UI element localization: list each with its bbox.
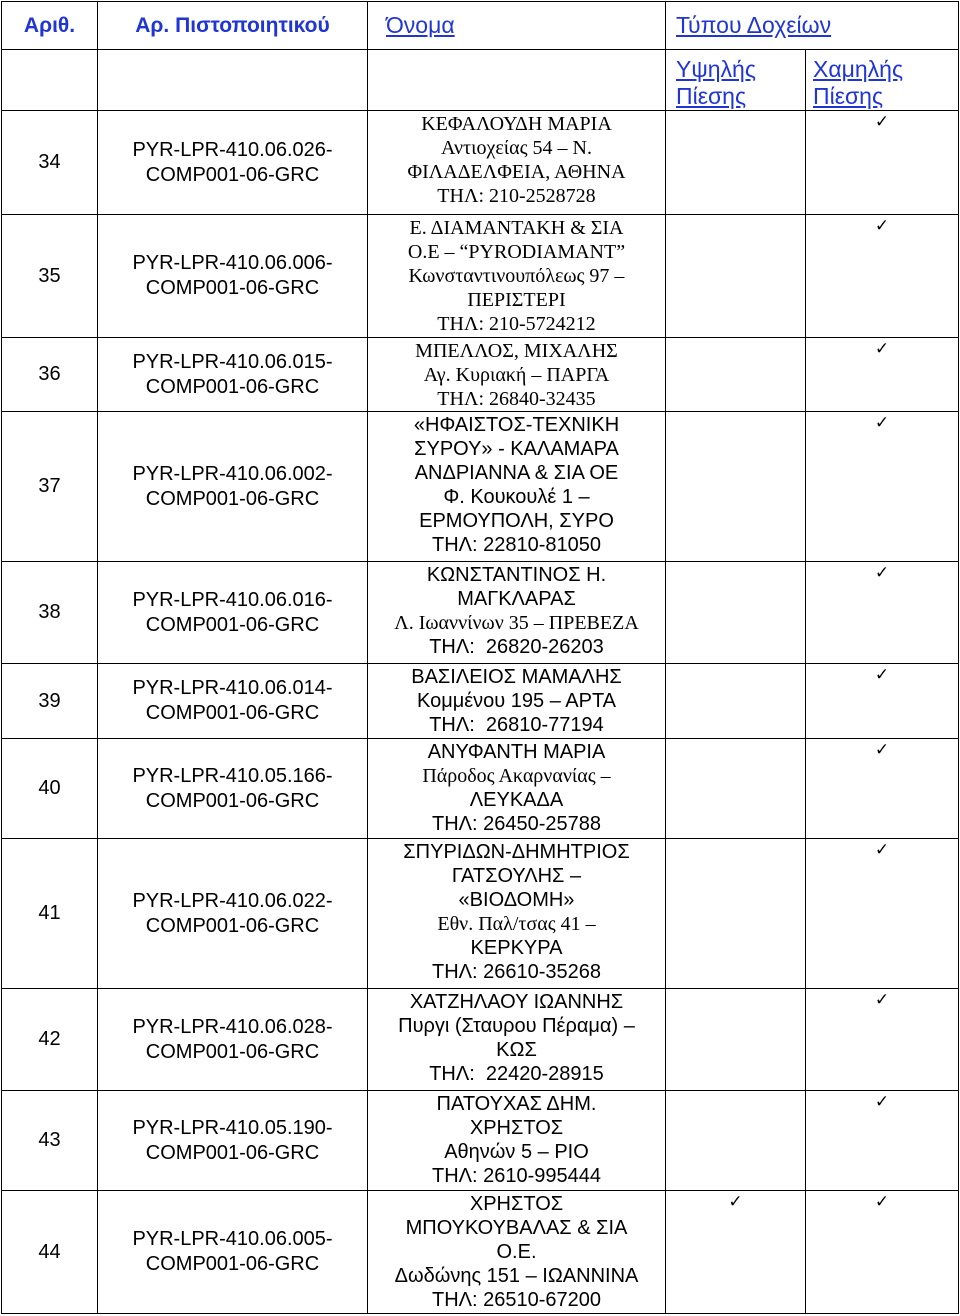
low-pressure-check-icon: ✓ — [874, 1092, 890, 1112]
high-pressure-cell — [666, 989, 806, 1091]
low-pressure-cell — [806, 739, 959, 839]
record-certificate — [98, 839, 368, 989]
record-certificate-line: COMP001-06-GRC — [145, 914, 320, 937]
record-number: 39 — [2, 664, 98, 739]
record-name-cell — [368, 1191, 666, 1314]
record-name-line: ΤΗΛ: 26610-35268 — [431, 961, 602, 983]
record-name-line: ΑΝΥΦΑΝΤΗ ΜΑΡΙΑ — [427, 741, 606, 763]
record-name-cell — [368, 338, 666, 412]
low-pressure-cell — [806, 664, 959, 739]
header-certificate: Αρ. Πιστοποιητικού — [98, 2, 368, 50]
record-name-line: Κομμένου 195 – ΑΡΤΑ — [416, 690, 617, 712]
record-name-cell — [368, 562, 666, 664]
record-name-line: «ΒΙΟΔΟΜΗ» — [458, 889, 575, 911]
low-pressure-check-icon: ✓ — [874, 665, 890, 685]
record-name-cell — [368, 739, 666, 839]
certificates-table — [1, 1, 959, 1314]
record-row — [2, 664, 959, 739]
record-name-line: Πάροδος Ακαρνανίας – — [422, 765, 611, 787]
record-name-line: Πυργι (Σταυρου Πέραμα) – — [398, 1015, 635, 1037]
record-row — [2, 839, 959, 989]
record-certificate — [98, 562, 368, 664]
header-low-pressure — [806, 50, 959, 111]
record-name-cell — [368, 1091, 666, 1191]
header-spacer — [98, 50, 368, 111]
record-certificate-line: PYR-LPR-410.05.166- — [132, 764, 333, 787]
record-name-line: Αθηνών 5 – ΡΙΟ — [444, 1141, 589, 1163]
high-pressure-cell — [666, 1191, 806, 1314]
low-pressure-check-icon: ✓ — [874, 339, 890, 359]
low-pressure-check-icon: ✓ — [874, 840, 890, 860]
record-name-line: Ε. ΔΙΑΜΑΝΤΑΚΗ & ΣΙΑ — [409, 217, 624, 239]
low-pressure-cell — [806, 989, 959, 1091]
low-pressure-cell — [806, 215, 959, 338]
low-pressure-cell — [806, 839, 959, 989]
record-certificate-line: COMP001-06-GRC — [145, 1040, 320, 1063]
record-certificate — [98, 338, 368, 412]
low-pressure-cell — [806, 111, 959, 215]
record-name-line: ΚΕΦΑΛΟΥΔΗ ΜΑΡΙΑ — [421, 113, 612, 135]
certificates-table-body — [2, 2, 959, 1314]
record-certificate-line: COMP001-06-GRC — [145, 277, 320, 299]
high-pressure-cell — [666, 664, 806, 739]
record-certificate-line: PYR-LPR-410.05.190- — [132, 1116, 333, 1139]
record-name-line: ΒΑΣΙΛΕΙΟΣ ΜΑΜΑΛΗΣ — [411, 666, 622, 688]
record-certificate-line: PYR-LPR-410.06.015- — [132, 350, 333, 373]
record-certificate — [98, 989, 368, 1091]
record-certificate-line: COMP001-06-GRC — [145, 375, 320, 398]
record-name-line: ΤΗΛ: 22420-28915 — [429, 1063, 604, 1085]
record-certificate-line: PYR-LPR-410.06.002- — [132, 462, 333, 485]
record-number: 40 — [2, 739, 98, 839]
header-spacer — [368, 50, 666, 111]
header-high-pressure-line: Πίεσης — [676, 83, 747, 109]
record-row — [2, 1091, 959, 1191]
low-pressure-check-icon: ✓ — [874, 216, 890, 236]
record-row — [2, 1191, 959, 1314]
record-name-cell — [368, 111, 666, 215]
record-name-line: ΚΩΝΣΤΑΝΤΙΝΟΣ Η. — [426, 564, 607, 586]
record-name-line: ΓΑΤΣΟΥΛΗΣ – — [451, 865, 582, 887]
record-name-cell — [368, 215, 666, 338]
record-name-line: «ΗΦΑΙΣΤΟΣ-ΤΕΧΝΙΚΗ — [413, 414, 620, 436]
record-name-line: Δωδώνης 151 – ΙΩΑΝΝΙΝΑ — [394, 1265, 639, 1287]
record-certificate-line: PYR-LPR-410.06.026- — [132, 138, 333, 161]
record-row — [2, 215, 959, 338]
record-certificate-line: PYR-LPR-410.06.005- — [132, 1228, 333, 1250]
high-pressure-cell — [666, 412, 806, 562]
low-pressure-check-icon: ✓ — [874, 990, 890, 1010]
record-number: 38 — [2, 562, 98, 664]
record-certificate-line: PYR-LPR-410.06.028- — [132, 1015, 333, 1038]
record-number: 36 — [2, 338, 98, 412]
record-name-line: ΕΡΜΟΥΠΟΛΗ, ΣΥΡΟ — [419, 510, 614, 532]
record-certificate — [98, 1091, 368, 1191]
record-name-line: ΑΝΔΡΙΑΝΝΑ & ΣΙΑ ΟΕ — [414, 462, 619, 484]
record-name-line: ΤΗΛ: 210-5724212 — [437, 313, 596, 335]
record-row — [2, 739, 959, 839]
record-name-line: ΤΗΛ: 26450-25788 — [431, 813, 602, 835]
record-row — [2, 989, 959, 1091]
low-pressure-check-icon: ✓ — [874, 563, 890, 583]
low-pressure-check-icon: ✓ — [874, 740, 890, 760]
record-certificate-line: COMP001-06-GRC — [145, 613, 320, 636]
record-certificate-line: COMP001-06-GRC — [145, 789, 320, 812]
record-name-line: ΤΗΛ: 210-2528728 — [437, 185, 596, 207]
record-name-line: ΤΗΛ: 26510-67200 — [431, 1289, 602, 1311]
high-pressure-cell — [666, 338, 806, 412]
record-number: 43 — [2, 1091, 98, 1191]
record-name-line: ΜΠΟΥΚΟΥΒΑΛΑΣ & ΣΙΑ — [405, 1217, 628, 1239]
record-certificate-line: COMP001-06-GRC — [145, 702, 320, 724]
record-name-cell — [368, 839, 666, 989]
record-name-cell — [368, 664, 666, 739]
record-name-line: ΚΕΡΚΥΡΑ — [470, 937, 563, 959]
record-name-cell — [368, 989, 666, 1091]
record-name-line: Αγ. Κυριακή – ΠΑΡΓΑ — [423, 364, 610, 386]
high-pressure-cell — [666, 839, 806, 989]
low-pressure-cell — [806, 1191, 959, 1314]
low-pressure-check-icon: ✓ — [874, 112, 890, 132]
record-name-line: ΤΗΛ: 26820-26203 — [429, 636, 604, 658]
record-name-line: ΤΗΛ: 22810-81050 — [431, 534, 602, 556]
record-name-line: Αντιοχείας 54 – Ν. — [441, 137, 592, 159]
header-low-pressure-line: Χαμηλής — [813, 56, 904, 82]
low-pressure-cell — [806, 1091, 959, 1191]
record-name-line: Λ. Ιωαννίνων 35 – ΠΡΕΒΕΖΑ — [394, 612, 639, 634]
record-name-line: ΣΠΥΡΙΔΩΝ-ΔΗΜΗΤΡΙΟΣ — [403, 841, 630, 863]
header-high-pressure-line: Υψηλής — [676, 56, 756, 82]
record-name-line: ΠΑΤΟΥΧΑΣ ΔΗΜ. — [436, 1093, 597, 1115]
record-certificate-line: PYR-LPR-410.06.022- — [132, 889, 333, 912]
record-certificate — [98, 215, 368, 338]
record-certificate-line: COMP001-06-GRC — [145, 163, 320, 186]
record-certificate — [98, 111, 368, 215]
record-name-line: ΛΕΥΚΑΔΑ — [469, 789, 564, 811]
record-number: 34 — [2, 111, 98, 215]
record-certificate — [98, 739, 368, 839]
record-name-line: Ο.Ε – “PYRODIAMANT” — [407, 241, 626, 263]
high-pressure-cell — [666, 562, 806, 664]
record-row — [2, 412, 959, 562]
record-row — [2, 338, 959, 412]
record-certificate-line: COMP001-06-GRC — [145, 1253, 320, 1275]
record-name-line: ΧΡΗΣΤΟΣ — [469, 1193, 564, 1215]
low-pressure-cell — [806, 562, 959, 664]
record-number: 41 — [2, 839, 98, 989]
record-certificate-line: COMP001-06-GRC — [145, 487, 320, 510]
header-spacer — [2, 50, 98, 111]
header-row — [2, 2, 959, 50]
record-name-line: ΜΑΓΚΛΑΡΑΣ — [457, 588, 576, 610]
record-number: 37 — [2, 412, 98, 562]
record-name-line: ΤΗΛ: 2610-995444 — [431, 1165, 602, 1187]
record-name-line: Εθν. Παλ/τσας 41 – — [437, 913, 596, 935]
header-number: Αριθ. — [2, 2, 98, 50]
high-pressure-cell — [666, 739, 806, 839]
header-name: Όνομα — [368, 2, 666, 50]
record-name-line: ΤΗΛ: 26840-32435 — [437, 388, 596, 410]
low-pressure-cell — [806, 412, 959, 562]
record-name-line: ΚΩΣ — [496, 1039, 537, 1061]
record-row — [2, 562, 959, 664]
record-certificate-line: COMP001-06-GRC — [145, 1141, 320, 1164]
record-name-line: ΤΗΛ: 26810-77194 — [429, 714, 604, 736]
low-pressure-check-icon: ✓ — [874, 413, 890, 433]
header-high-pressure — [666, 50, 806, 111]
record-name-line: ΠΕΡΙΣΤΕΡΙ — [467, 289, 566, 311]
record-number: 42 — [2, 989, 98, 1091]
record-certificate — [98, 664, 368, 739]
high-pressure-check-icon: ✓ — [728, 1192, 743, 1212]
record-name-cell — [368, 412, 666, 562]
record-certificate — [98, 412, 368, 562]
record-row — [2, 111, 959, 215]
record-name-line: Ο.Ε. — [496, 1241, 537, 1263]
header-low-pressure-line: Πίεσης — [813, 83, 884, 109]
high-pressure-cell — [666, 111, 806, 215]
record-name-line: ΜΠΕΛΛΟΣ, ΜΙΧΑΛΗΣ — [415, 340, 618, 362]
record-certificate-line: PYR-LPR-410.06.016- — [132, 588, 333, 611]
record-number: 35 — [2, 215, 98, 338]
high-pressure-cell — [666, 215, 806, 338]
subheader-row — [2, 50, 959, 111]
low-pressure-check-icon: ✓ — [874, 1192, 890, 1212]
record-certificate — [98, 1191, 368, 1314]
high-pressure-cell — [666, 1091, 806, 1191]
record-name-line: ΧΡΗΣΤΟΣ — [469, 1117, 564, 1139]
record-number: 44 — [2, 1191, 98, 1314]
header-container-type: Τύπου Δοχείων — [666, 2, 959, 50]
record-name-line: ΣΥΡΟΥ» - ΚΑΛΑΜΑΡΑ — [414, 438, 619, 460]
record-name-line: Κωνσταντινουπόλεως 97 – — [408, 265, 625, 287]
record-name-line: ΦΙΛΑΔΕΛΦΕΙΑ, ΑΘΗΝΑ — [407, 161, 626, 183]
low-pressure-cell — [806, 338, 959, 412]
record-name-line: ΧΑΤΖΗΛΑΟΥ ΙΩΑΝΝΗΣ — [409, 991, 624, 1013]
record-name-line: Φ. Κουκουλέ 1 – — [443, 486, 590, 508]
record-certificate-line: PYR-LPR-410.06.014- — [132, 677, 333, 699]
record-certificate-line: PYR-LPR-410.06.006- — [132, 252, 333, 274]
